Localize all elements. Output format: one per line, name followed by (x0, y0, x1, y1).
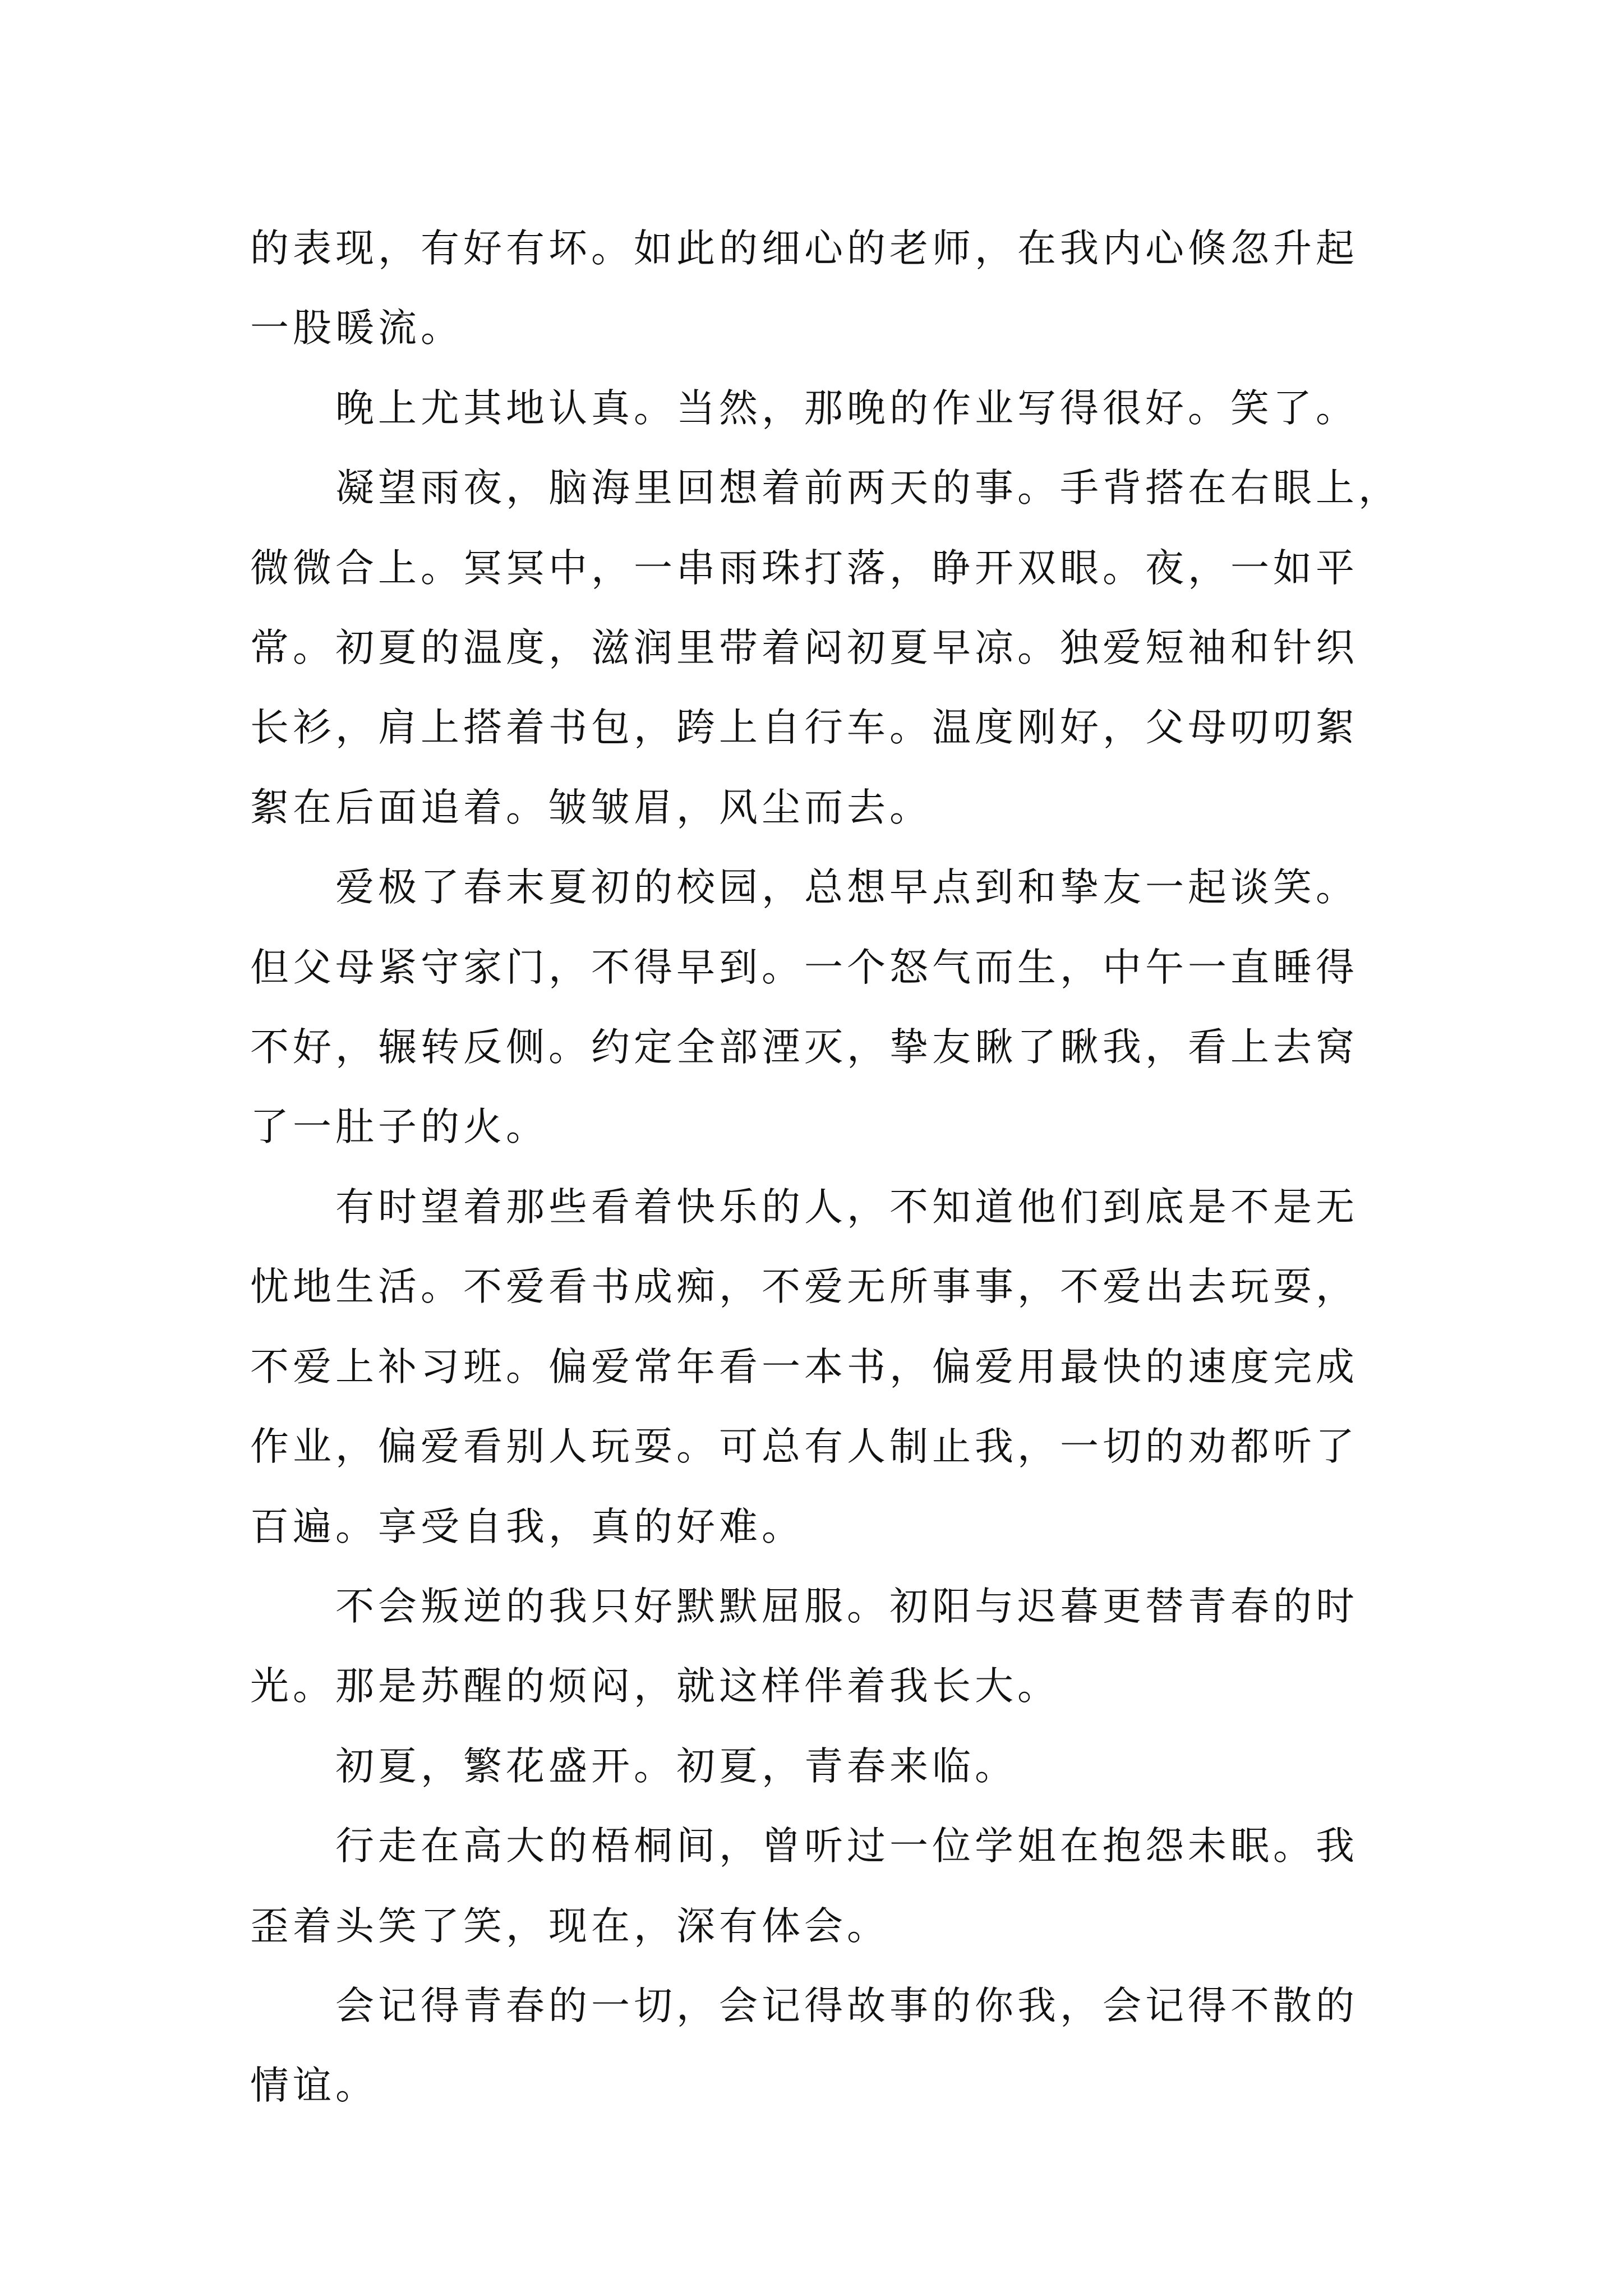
text-line: 歪着头笑了笑，现在，深有体会。 (250, 1903, 889, 1949)
text-line: 常。初夏的温度，滋润里带着闷初夏早凉。独爱短袖和针织 (250, 625, 1358, 671)
text-line: 了一肚子的火。 (250, 1105, 548, 1150)
text-line: 会记得青春的一切，会记得故事的你我，会记得不散的 (335, 1983, 1358, 2028)
paragraph-3 (250, 448, 1400, 848)
text-line: 情谊。 (250, 2063, 378, 2109)
paragraph-7 (250, 1727, 1400, 1806)
paragraph-4 (250, 848, 1400, 1167)
text-line: 晚上尤其地认真。当然，那晚的作业写得很好。笑了。 (335, 385, 1358, 431)
text-line: 絮在后面追着。皱皱眉，风尘而去。 (250, 785, 932, 830)
text-line: 行走在高大的梧桐间，曾听过一位学姐在抱怨未眠。我 (335, 1824, 1358, 1869)
text-line: 初夏，繁花盛开。初夏，青春来临。 (335, 1743, 1017, 1789)
paragraph-2 (250, 369, 1400, 448)
text-line: 不爱上补习班。偏爱常年看一本书，偏爱用最快的速度完成 (250, 1344, 1358, 1389)
text-line: 一股暖流。 (250, 306, 463, 351)
text-line: 但父母紧守家门，不得早到。一个怒气而生，中午一直睡得 (250, 945, 1358, 990)
text-line: 微微合上。冥冥中，一串雨珠打落，睁开双眼。夜，一如平 (250, 545, 1358, 591)
body-text (250, 209, 1400, 2126)
paragraph-5 (250, 1167, 1400, 1567)
text-line: 的表现，有好有坏。如此的细心的老师，在我内心倏忽升起 (250, 226, 1358, 271)
text-line: 爱极了春末夏初的校园，总想早点到和挚友一起谈笑。 (335, 865, 1358, 910)
text-line: 凝望雨夜，脑海里回想着前两天的事。手背搭在右眼上， (335, 466, 1401, 511)
text-line: 光。那是苏醒的烦闷，就这样伴着我长大。 (250, 1664, 1060, 1709)
paragraph-8 (250, 1806, 1400, 1966)
text-line: 百遍。享受自我，真的好难。 (250, 1504, 804, 1549)
paragraph-1 (250, 209, 1400, 369)
text-line: 不会叛逆的我只好默默屈服。初阳与迟暮更替青春的时 (335, 1584, 1358, 1629)
paragraph-9 (250, 1966, 1400, 2126)
text-line: 忧地生活。不爱看书成痴，不爱无所事事，不爱出去玩耍， (250, 1264, 1358, 1310)
text-line: 长衫，肩上搭着书包，跨上自行车。温度刚好，父母叨叨絮 (250, 705, 1358, 751)
paragraph-6 (250, 1567, 1400, 1727)
text-line: 有时望着那些看着快乐的人，不知道他们到底是不是无 (335, 1184, 1358, 1230)
text-line: 作业，偏爱看别人玩耍。可总有人制止我，一切的劝都听了 (250, 1424, 1358, 1470)
text-line: 不好，辗转反侧。约定全部湮灭，挚友瞅了瞅我，看上去窝 (250, 1025, 1358, 1070)
